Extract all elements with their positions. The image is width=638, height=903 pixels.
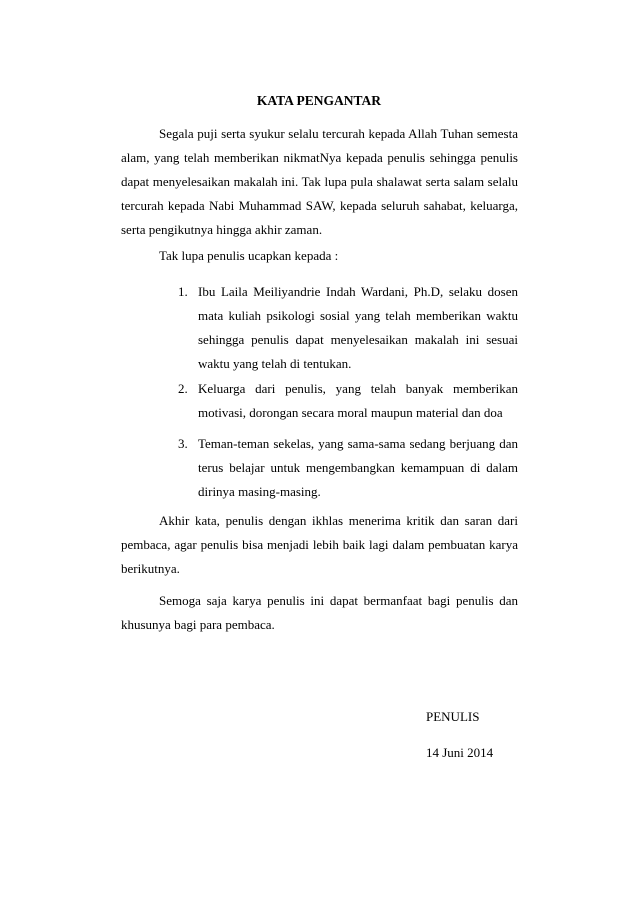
list-item-text: Keluarga dari penulis, yang telah banyak memberikan motivasi, dorongan secara moral maupun material dan doa (198, 381, 518, 420)
signature-author: PENULIS (426, 709, 480, 724)
list-item-number: 1. (178, 284, 188, 299)
document-title: KATA PENGANTAR (256, 93, 382, 108)
list-item-text: Ibu Laila Meiliyandrie Indah Wardani, Ph.D, selaku dosen mata kuliah psikologi sosial yang telah memberikan waktu sehingga penulis dapat menyelesaikan makalah ini sesuai waktu yang telah di tentukan. (198, 284, 518, 371)
hope-paragraph: Semoga saja karya penulis ini dapat bermanfaat bagi penulis dan khusunya bagi para pembaca. (121, 593, 518, 632)
list-item-number: 3. (178, 436, 188, 451)
opening-paragraph: Segala puji serta syukur selalu tercurah kepada Allah Tuhan semesta alam, yang telah memberikan nikmatNya kepada penulis sehingga penulis dapat menyelesaikan makalah ini. Tak lupa pula shalawat serta salam selalu tercurah kepada Nabi Muhammad SAW, kepada seluruh sahabat, keluarga, serta pengikutnya hingga akhir zaman. (121, 126, 518, 237)
closing-paragraph: Akhir kata, penulis dengan ikhlas menerima kritik dan saran dari pembaca, agar penulis bisa menjadi lebih baik lagi dalam pembuatan karya berikutnya. (121, 513, 518, 576)
list-item-text: Teman-teman sekelas, yang sama-sama sedang berjuang dan terus belajar untuk mengembangkan kemampuan di dalam dirinya masing-masing. (198, 436, 518, 499)
thanks-intro: Tak lupa penulis ucapkan kepada : (159, 248, 339, 263)
signature-date: 14 Juni 2014 (426, 745, 494, 760)
list-item-number: 2. (178, 381, 188, 396)
